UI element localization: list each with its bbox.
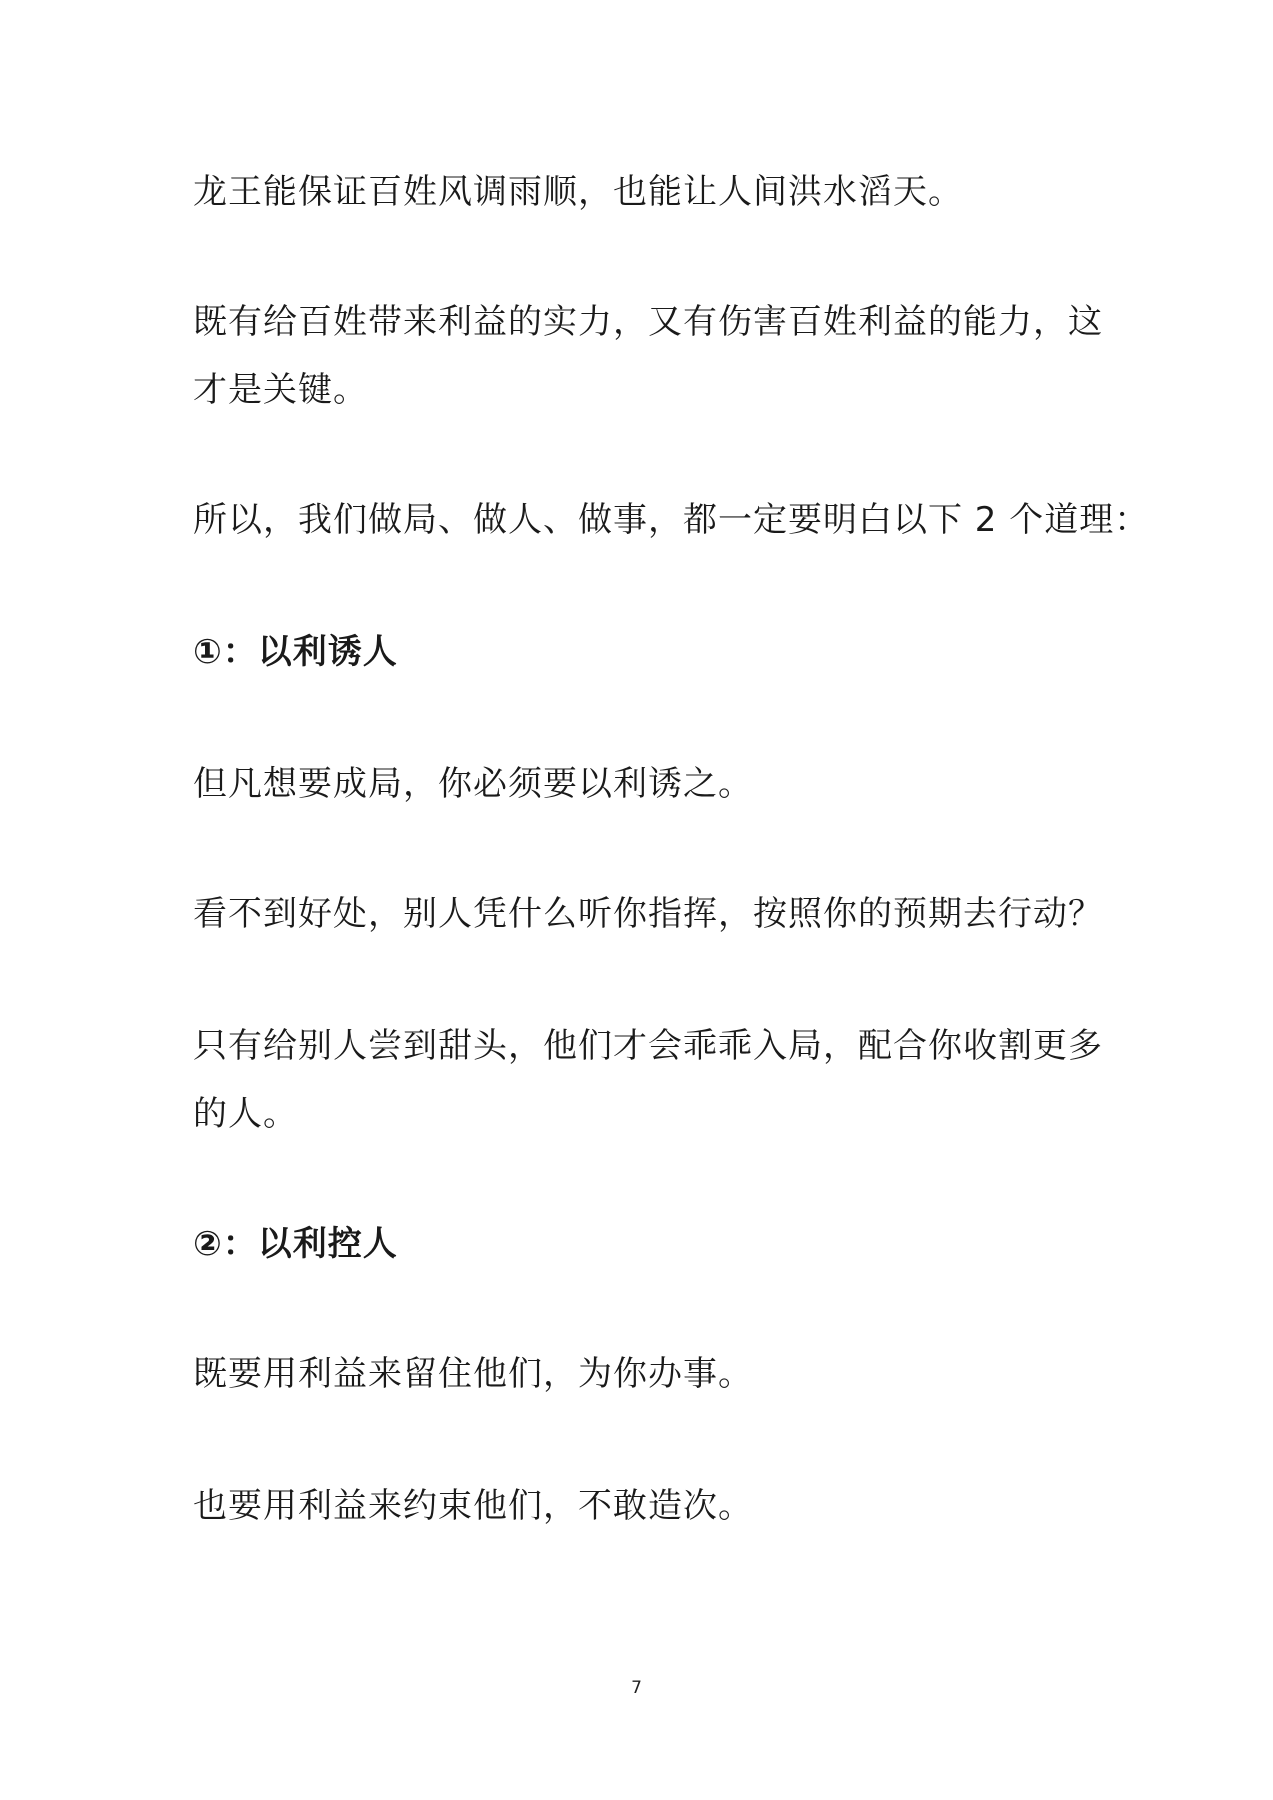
text-line: 只有给别人尝到甜头，他们才会乖乖入局，配合你收割更多 xyxy=(193,1026,1103,1066)
text-line: 既有给百姓带来利益的实力，又有伤害百姓利益的能力，这 xyxy=(193,302,1103,342)
text-line: 既要用利益来留住他们，为你办事。 xyxy=(193,1354,753,1394)
text-line: 才是关键。 xyxy=(193,370,368,410)
text-line: 龙王能保证百姓风调雨顺，也能让人间洪水滔天。 xyxy=(193,172,963,212)
paragraph xyxy=(193,1472,1093,1540)
paragraph xyxy=(193,486,1150,554)
text-line: 但凡想要成局，你必须要以利诱之。 xyxy=(193,764,753,804)
paragraph xyxy=(193,750,1093,818)
heading-text: ②：以利控人 xyxy=(193,1224,398,1264)
text-line: 看不到好处，别人凭什么听你指挥，按照你的预期去行动？ xyxy=(193,894,1103,934)
text-line: 也要用利益来约束他们，不敢造次。 xyxy=(193,1486,753,1526)
section-heading xyxy=(193,618,1093,686)
page-number: 7 xyxy=(631,1678,642,1698)
text-line: 的人。 xyxy=(193,1094,298,1134)
paragraph xyxy=(193,288,1103,424)
paragraph xyxy=(193,158,1093,226)
section-heading xyxy=(193,1210,1093,1278)
paragraph xyxy=(193,880,1103,948)
paragraph xyxy=(193,1340,1093,1408)
paragraph xyxy=(193,1012,1103,1148)
heading-text: ①：以利诱人 xyxy=(193,632,398,672)
text-line: 所以，我们做局、做人、做事，都一定要明白以下 2 个道理： xyxy=(193,500,1150,540)
